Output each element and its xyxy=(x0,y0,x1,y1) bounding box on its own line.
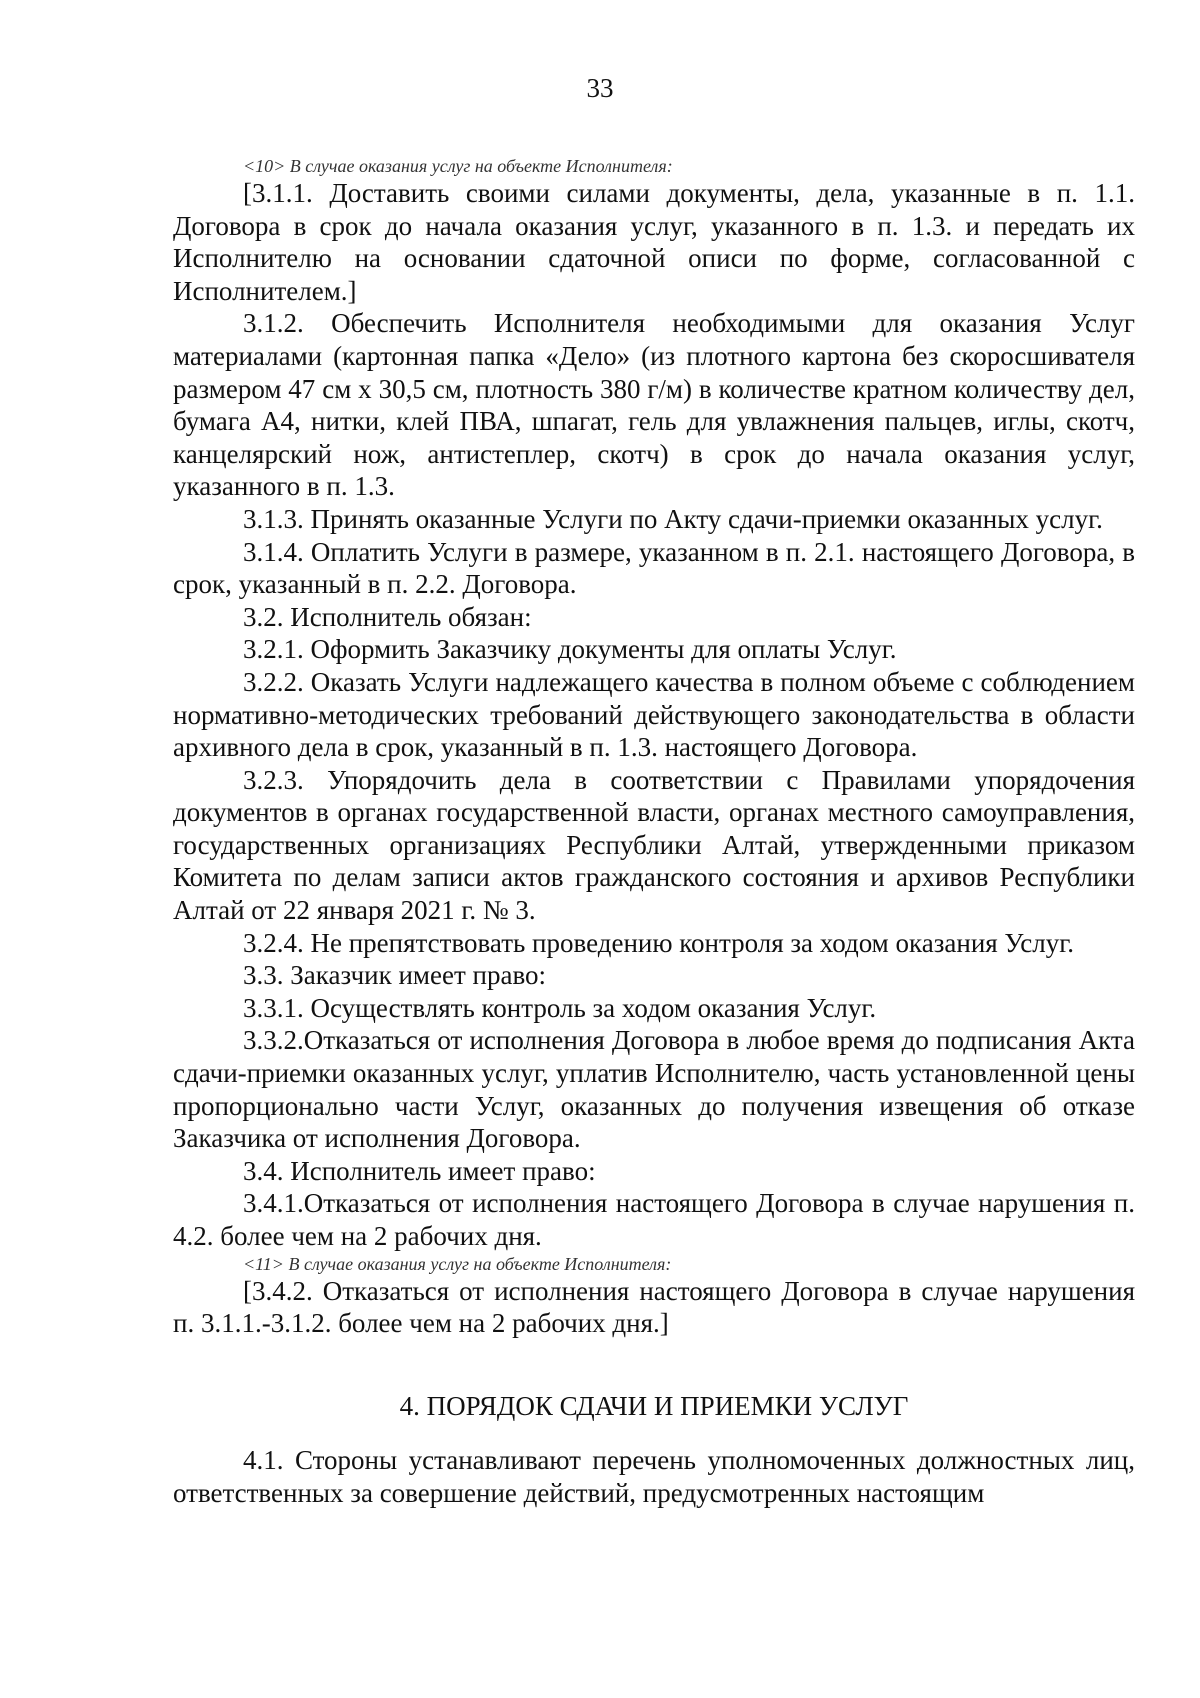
paragraph-3-3: 3.3. Заказчик имеет право: xyxy=(243,960,547,991)
paragraph-3-1-3: 3.1.3. Принять оказанные Услуги по Акту сдачи-приемки оказанных услуг. xyxy=(243,503,1103,534)
paragraph-3-4-2: [3.4.2. Отказаться от исполнения настоящего Договора в случае нарушения п. 3.1.1.-3.1.2. более чем на 2 рабочих дня.] xyxy=(173,1275,1135,1339)
paragraph-3-3-2: 3.3.2.Отказаться от исполнения Договора в любое время до подписания Акта сдачи-приемки оказанных услуг, уплатив Исполнителю, часть установленной цены пропорционально части Услуг, оказанных до получения извещения об отказе Заказчика от исполнения Договора. xyxy=(173,1025,1135,1154)
section-heading-4: 4. ПОРЯДОК СДАЧИ И ПРИЕМКИ УСЛУГ xyxy=(399,1390,909,1421)
paragraph-3-2-3: 3.2.3. Упорядочить дела в соответствии с Правилами упорядочения документов в органах государственной власти, органах местного самоуправления, государственных организациях Республики Алтай, утвержденными приказом Комитета по делам записи актов гражданского состояния и архивов Республики Алтай от 22 января 2021 г. № 3. xyxy=(173,764,1135,926)
footnote-ref-11: <11> В случае оказания услуг на объекте Исполнителя: xyxy=(243,1253,672,1274)
paragraph-3-2: 3.2. Исполнитель обязан: xyxy=(243,601,532,632)
paragraph-3-1-1: [3.1.1. Доставить своими силами документы, дела, указанные в п. 1.1. Договора в срок до начала оказания услуг, указанного в п. 1.3. и передать их Исполнителю на основании сдаточной описи по форме, согласованной с Исполнителем.] xyxy=(173,178,1135,306)
paragraph-3-4-1: 3.4.1.Отказаться от исполнения настоящего Договора в случае нарушения п. 4.2. более чем на 2 рабочих дня. xyxy=(173,1188,1135,1251)
paragraph-4-1: 4.1. Стороны устанавливают перечень уполномоченных должностных лиц, ответственных за совершение действий, предусмотренных настоящим xyxy=(173,1445,1135,1508)
page-number: 33 xyxy=(586,73,614,103)
paragraph-3-4: 3.4. Исполнитель имеет право: xyxy=(243,1155,596,1186)
footnote-ref-10: <10> В случае оказания услуг на объекте Исполнителя: xyxy=(243,156,673,176)
document-body xyxy=(173,155,1135,1510)
paragraph-3-3-1: 3.3.1. Осуществлять контроль за ходом оказания Услуг. xyxy=(243,992,877,1023)
paragraph-3-2-4: 3.2.4. Не препятствовать проведению контроля за ходом оказания Услуг. xyxy=(243,927,1075,958)
paragraph-3-2-1: 3.2.1. Оформить Заказчику документы для оплаты Услуг. xyxy=(243,634,897,665)
paragraph-3-2-2: 3.2.2. Оказать Услуги надлежащего качества в полном объеме с соблюдением нормативно-методических требований действующего законодательства в области архивного дела в срок, указанный в п. 1.3. настоящего Договора. xyxy=(173,666,1135,763)
paragraph-3-1-4: 3.1.4. Оплатить Услуги в размере, указанном в п. 2.1. настоящего Договора, в срок, указанный в п. 2.2. Договора. xyxy=(173,536,1135,600)
paragraph-3-1-2: 3.1.2. Обеспечить Исполнителя необходимыми для оказания Услуг материалами (картонная папка «Дело» (из плотного картона без скоросшивателя размером 47 см х 30,5 см, плотность 380 г/м) в количестве кратном количеству дел, бумага А4, нитки, клей ПВА, шпагат, гель для увлажнения пальцев, иглы, скотч, канцелярский нож, антистеплер, скотч) в срок до начала оказания услуг, указанного в п. 1.3. xyxy=(173,308,1135,502)
